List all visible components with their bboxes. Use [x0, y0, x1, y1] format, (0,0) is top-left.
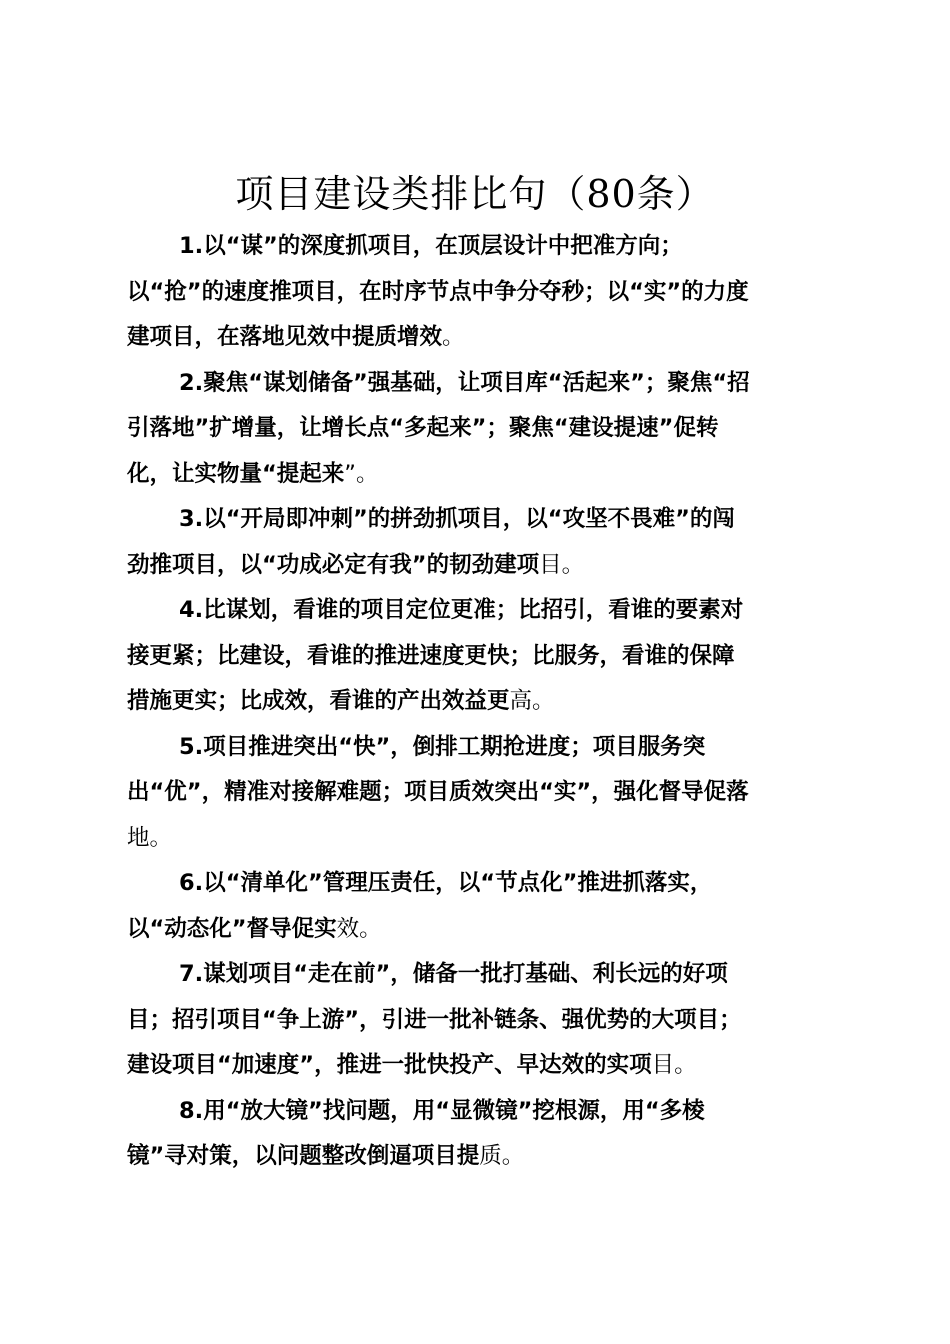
line-text: 1.以“谋”的深度抓项目，在顶层设计中把准方向； [179, 233, 683, 259]
paragraph-4 [127, 588, 839, 725]
paragraph-line [127, 907, 839, 953]
line-text: 5.项目推进突出“快”，倒排工期抢进度；项目服务突 [179, 733, 706, 760]
line-text: 镜”寻对策，以问题整改倒逼项目提 [127, 1143, 480, 1169]
line-tail: 效。 [336, 915, 382, 942]
line-text: 8.用“放大镜”找问题，用“显微镜”挖根源，用“多棱 [179, 1097, 705, 1124]
paragraph-line [127, 452, 839, 498]
line-text: 化，让实物量“提起来 [127, 460, 345, 487]
line-text: 以“抢”的速度推项目，在时序节点中争分夺秒；以“实”的力度 [127, 278, 749, 305]
paragraph-line [127, 679, 839, 725]
paragraph-line [127, 315, 839, 361]
paragraph-line [127, 497, 839, 543]
paragraph-line [127, 634, 839, 680]
line-text: 出“优”，精准对接解难题；项目质效突出“实”，强化督导促落 [127, 779, 749, 805]
line-text: 3.以“开局即冲刺”的拼劲抓项目，以“攻坚不畏难”的闯 [179, 506, 735, 532]
line-text: 建项目，在落地见效中提质增效 [127, 324, 443, 350]
paragraph-line [127, 588, 839, 634]
paragraph-line [127, 861, 839, 907]
line-tail: ”。 [344, 460, 379, 487]
paragraph-5 [127, 725, 839, 862]
line-text: 4.比谋划，看谁的项目定位更准；比招引，看谁的要素对 [179, 597, 744, 623]
line-tail: 地。 [127, 824, 173, 851]
paragraph-3 [127, 497, 839, 588]
paragraph-7 [127, 952, 839, 1089]
paragraph-line [127, 770, 839, 816]
paragraph-line [127, 406, 839, 452]
line-tail: 质。 [479, 1143, 525, 1169]
line-text: 6.以“清单化”管理压责任，以“节点化”推进抓落实， [179, 870, 713, 896]
paragraph-2 [127, 361, 839, 498]
paragraph-line [127, 224, 839, 270]
paragraph-8 [127, 1089, 839, 1180]
document-body [127, 224, 839, 1180]
line-text: 措施更实；比成效，看谁的产出效益更 [127, 688, 510, 714]
paragraph-line [127, 361, 839, 407]
paragraph-line [127, 1043, 839, 1089]
document-title: 项目建设类排比句（80条） [235, 172, 715, 216]
line-tail: 高。 [509, 688, 555, 714]
line-tail: 。 [442, 324, 465, 350]
paragraph-1 [127, 224, 839, 361]
line-text: 劲推项目，以“功成必定有我”的韧劲建项 [127, 551, 540, 578]
line-text: 接更紧；比建设，看谁的推进速度更快；比服务，看谁的保障 [127, 642, 735, 669]
paragraph-6 [127, 861, 839, 952]
paragraph-line [127, 998, 839, 1044]
paragraph-line [127, 725, 839, 771]
paragraph-line [127, 270, 839, 316]
line-text: 引落地”扩增量，让增长点“多起来”；聚焦“建设提速”促转 [127, 415, 719, 441]
line-text: 以“动态化”督导促实 [127, 915, 337, 942]
line-text: 目；招引项目“争上游”，引进一批补链条、强优势的大项目； [127, 1006, 742, 1033]
paragraph-line [127, 816, 839, 862]
line-tail: 目。 [651, 1052, 697, 1078]
line-tail: 目。 [539, 551, 585, 578]
line-text: 2.聚焦“谋划储备”强基础，让项目库“活起来”；聚焦“招 [179, 369, 750, 396]
line-text: 7.谋划项目“走在前”，储备一批打基础、利长远的好项 [179, 961, 728, 987]
paragraph-line [127, 543, 839, 589]
paragraph-line [127, 952, 839, 998]
paragraph-line [127, 1089, 839, 1135]
line-text: 建设项目“加速度”，推进一批快投产、早达效的实项 [127, 1052, 652, 1078]
paragraph-line [127, 1134, 839, 1180]
